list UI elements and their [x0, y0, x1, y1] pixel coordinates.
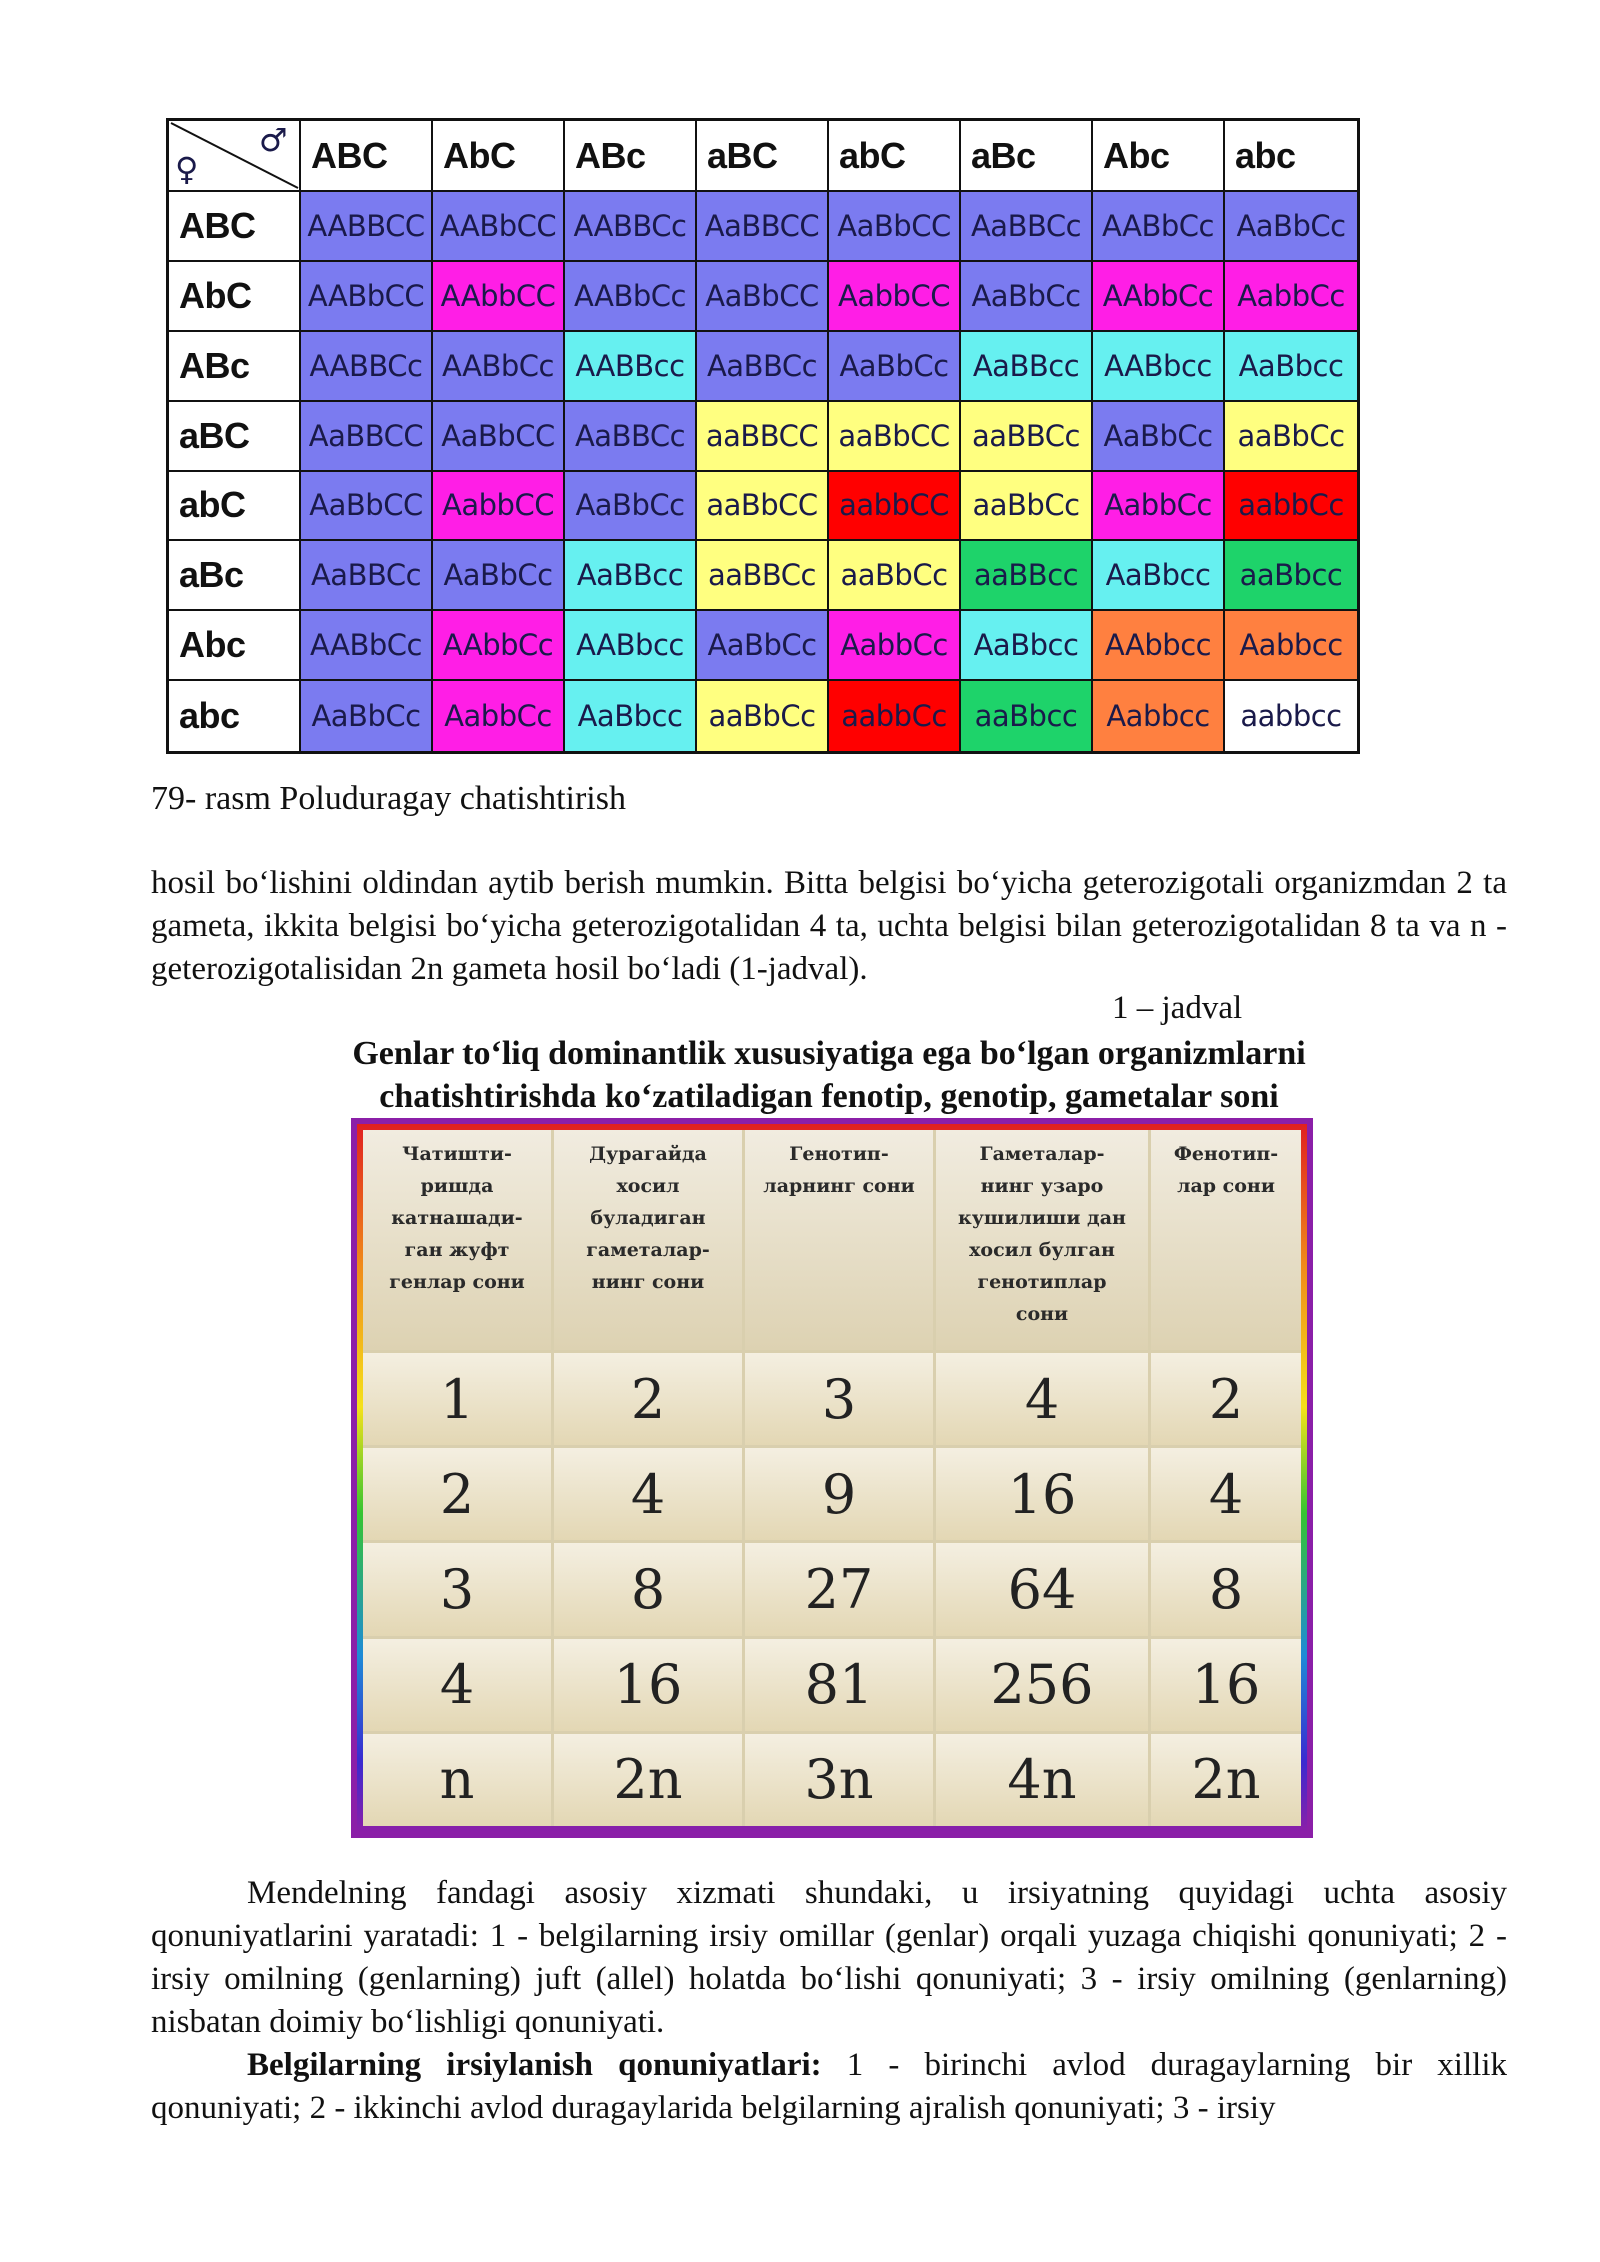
punnett-col-header: abC	[829, 121, 961, 192]
table-label: 1 – jadval	[1112, 990, 1243, 1026]
punnett-cell: AabbCc	[1093, 472, 1225, 542]
punnett-grid	[169, 121, 1357, 751]
punnett-cell: AABBCc	[301, 332, 433, 402]
counts-cell: 4	[1151, 1448, 1301, 1540]
table-title-line-1: Genlar to‘liq dominantlik xususiyatiga ega bo‘lgan organizmlarni	[352, 1035, 1306, 1072]
counts-cell: 16	[554, 1639, 742, 1731]
punnett-cell: AAbbCc	[1093, 262, 1225, 332]
punnett-cell: AaBBCc	[301, 541, 433, 611]
punnett-cell: AaBBCC	[697, 192, 829, 262]
punnett-cell: AabbCC	[433, 472, 565, 542]
punnett-cell: Aabbcc	[1225, 611, 1357, 681]
counts-header-gametes: Дурагайда хосил буладиган гаметалар- нинг сони	[554, 1130, 742, 1350]
counts-header-phenotypes: Фенотип- лар сони	[1151, 1130, 1301, 1350]
punnett-cell: AABBcc	[565, 332, 697, 402]
punnett-cell: AABBCc	[565, 192, 697, 262]
paragraph-laws-heading: Belgilarning irsiylanish qonuniyatlari:	[247, 2047, 822, 2083]
punnett-cell: AaBBCC	[301, 402, 433, 472]
punnett-cell: AAbbCc	[433, 611, 565, 681]
punnett-cell: AaBbCc	[697, 611, 829, 681]
punnett-cell: AaBbCc	[829, 332, 961, 402]
punnett-cell: AaBbCc	[1093, 402, 1225, 472]
punnett-cell: Aabbcc	[1093, 681, 1225, 751]
counts-cell: 8	[554, 1543, 742, 1635]
punnett-cell: aabbcc	[1225, 681, 1357, 751]
punnett-col-header: aBc	[961, 121, 1093, 192]
counts-cell: 81	[745, 1639, 933, 1731]
punnett-cell: AABbCC	[433, 192, 565, 262]
counts-cell: 2n	[1151, 1734, 1301, 1826]
punnett-row-header: abc	[169, 681, 301, 751]
punnett-col-header: aBC	[697, 121, 829, 192]
male-symbol: ♂	[258, 121, 287, 159]
counts-cell: n	[363, 1734, 551, 1826]
punnett-cell: AaBbCc	[1225, 192, 1357, 262]
counts-cell: 3n	[745, 1734, 933, 1826]
punnett-cell: aaBbcc	[961, 681, 1093, 751]
counts-cell: 3	[363, 1543, 551, 1635]
counts-table-grid	[363, 1130, 1301, 1826]
counts-cell: 8	[1151, 1543, 1301, 1635]
punnett-cell: aaBbcc	[1225, 541, 1357, 611]
counts-cell: 16	[1151, 1639, 1301, 1731]
punnett-col-header: Abc	[1093, 121, 1225, 192]
punnett-cell: AaBbCc	[433, 541, 565, 611]
punnett-cell: AaBbCC	[433, 402, 565, 472]
punnett-cell: aaBbCC	[697, 472, 829, 542]
punnett-cell: AAbbCC	[433, 262, 565, 332]
punnett-cell: AaBbCc	[565, 472, 697, 542]
paragraph-gametes: hosil bo‘lishini oldindan aytib berish mumkin. Bitta belgisi bo‘yicha geterozigotali organizmdan 2 ta gameta, ikkita belgisi bo‘yicha geterozigotalidan 4 ta, uchta belgisi bilan geterozigotalidan 8 ta va n - geterozigotalisidan 2n gameta hosil bo‘ladi (1-jadval).	[151, 865, 1507, 987]
punnett-row-header: aBC	[169, 402, 301, 472]
punnett-cell: AaBbCc	[961, 262, 1093, 332]
counts-cell: 3	[745, 1353, 933, 1445]
punnett-cell: AaBbcc	[565, 681, 697, 751]
punnett-cell: AABBCC	[301, 192, 433, 262]
punnett-row-header: ABC	[169, 192, 301, 262]
punnett-cell: AaBBCc	[565, 402, 697, 472]
punnett-cell: aaBBcc	[961, 541, 1093, 611]
punnett-square	[166, 118, 1360, 754]
counts-header-combinations: Гаметалар- нинг узаро кушилиши дан хосил булган генотиплар сони	[936, 1130, 1148, 1350]
punnett-cell: AaBbCC	[697, 262, 829, 332]
punnett-cell: AABbCc	[433, 332, 565, 402]
punnett-cell: aaBBCc	[697, 541, 829, 611]
punnett-cell: aabbCc	[1225, 472, 1357, 542]
counts-table	[351, 1118, 1313, 1838]
punnett-cell: AaBbCc	[301, 681, 433, 751]
punnett-cell: AABbCC	[301, 262, 433, 332]
counts-cell: 1	[363, 1353, 551, 1445]
punnett-cell: aaBbCC	[829, 402, 961, 472]
punnett-cell: aabbCc	[829, 681, 961, 751]
punnett-cell: aaBBCC	[697, 402, 829, 472]
punnett-corner	[169, 121, 301, 192]
counts-header-genotypes: Генотип- ларнинг сони	[745, 1130, 933, 1350]
table-title	[151, 1032, 1507, 1118]
punnett-cell: AABbcc	[1093, 332, 1225, 402]
punnett-row-header: ABc	[169, 332, 301, 402]
counts-cell: 2n	[554, 1734, 742, 1826]
paragraph-laws	[151, 2044, 1507, 2130]
punnett-cell: aabbCC	[829, 472, 961, 542]
counts-cell: 2	[554, 1353, 742, 1445]
counts-cell: 4	[363, 1639, 551, 1731]
punnett-cell: AabbCc	[1225, 262, 1357, 332]
punnett-row-header: abC	[169, 472, 301, 542]
counts-cell: 4	[554, 1448, 742, 1540]
punnett-cell: AABbCc	[301, 611, 433, 681]
punnett-row-header: AbC	[169, 262, 301, 332]
punnett-cell: AaBBcc	[565, 541, 697, 611]
punnett-cell: AabbCc	[433, 681, 565, 751]
counts-cell: 256	[936, 1639, 1148, 1731]
punnett-cell: AaBbcc	[961, 611, 1093, 681]
figure-caption: 79- rasm Poluduragay chatishtirish	[151, 780, 626, 817]
counts-cell: 2	[363, 1448, 551, 1540]
punnett-row-header: aBc	[169, 541, 301, 611]
counts-header-gene-pairs: Чатишти- ришда катнашади- ган жуфт генлар сони	[363, 1130, 551, 1350]
punnett-col-header: AbC	[433, 121, 565, 192]
punnett-cell: aaBbCc	[697, 681, 829, 751]
punnett-cell: AaBbcc	[1093, 541, 1225, 611]
counts-cell: 16	[936, 1448, 1148, 1540]
counts-cell: 9	[745, 1448, 933, 1540]
punnett-cell: aaBbCc	[829, 541, 961, 611]
counts-cell: 27	[745, 1543, 933, 1635]
punnett-col-header: ABc	[565, 121, 697, 192]
punnett-cell: AAbbcc	[1093, 611, 1225, 681]
punnett-cell: AabbCC	[829, 262, 961, 332]
punnett-cell: AABbCc	[1093, 192, 1225, 262]
punnett-cell: AaBbCC	[829, 192, 961, 262]
punnett-cell: AABbCc	[565, 262, 697, 332]
counts-cell: 4	[936, 1353, 1148, 1445]
punnett-cell: AaBBCc	[961, 192, 1093, 262]
counts-cell: 4n	[936, 1734, 1148, 1826]
counts-cell: 64	[936, 1543, 1148, 1635]
punnett-cell: AaBBCc	[697, 332, 829, 402]
punnett-cell: aaBBCc	[961, 402, 1093, 472]
punnett-row-header: Abc	[169, 611, 301, 681]
paragraph-mendel: Mendelning fandagi asosiy xizmati shundaki, u irsiyatning quyidagi uchta asosiy qonuniyatlarini yaratadi: 1 - belgilarning irsiy omillar (genlar) orqali yuzaga chiqishi qonuniyati; 2 - irsiy omilning (genlarning) juft (allel) holatda bo‘lishi qonuniyati; 3 - irsiy omilning (genlarning) nisbatan doimiy bo‘lishligi qonuniyati.	[151, 1875, 1507, 2040]
punnett-cell: AaBbCC	[301, 472, 433, 542]
punnett-cell: AaBBcc	[961, 332, 1093, 402]
female-symbol: ♀	[175, 150, 198, 188]
punnett-cell: aaBbCc	[961, 472, 1093, 542]
punnett-cell: AabbCc	[829, 611, 961, 681]
punnett-cell: AABbcc	[565, 611, 697, 681]
punnett-col-header: ABC	[301, 121, 433, 192]
paragraph-laws-text: 1 - birinchi avlod duragaylarning bir xillik qonuniyati; 2 - ikkinchi avlod duragaylarida belgilarning ajralish qonuniyati; 3 - irsiy	[151, 2047, 1507, 2126]
counts-cell: 2	[1151, 1353, 1301, 1445]
punnett-cell: aaBbCc	[1225, 402, 1357, 472]
table-title-line-2: chatishtirishda ko‘zatiladigan fenotip, genotip, gametalar soni	[379, 1078, 1279, 1115]
punnett-cell: AaBbcc	[1225, 332, 1357, 402]
punnett-col-header: abc	[1225, 121, 1357, 192]
